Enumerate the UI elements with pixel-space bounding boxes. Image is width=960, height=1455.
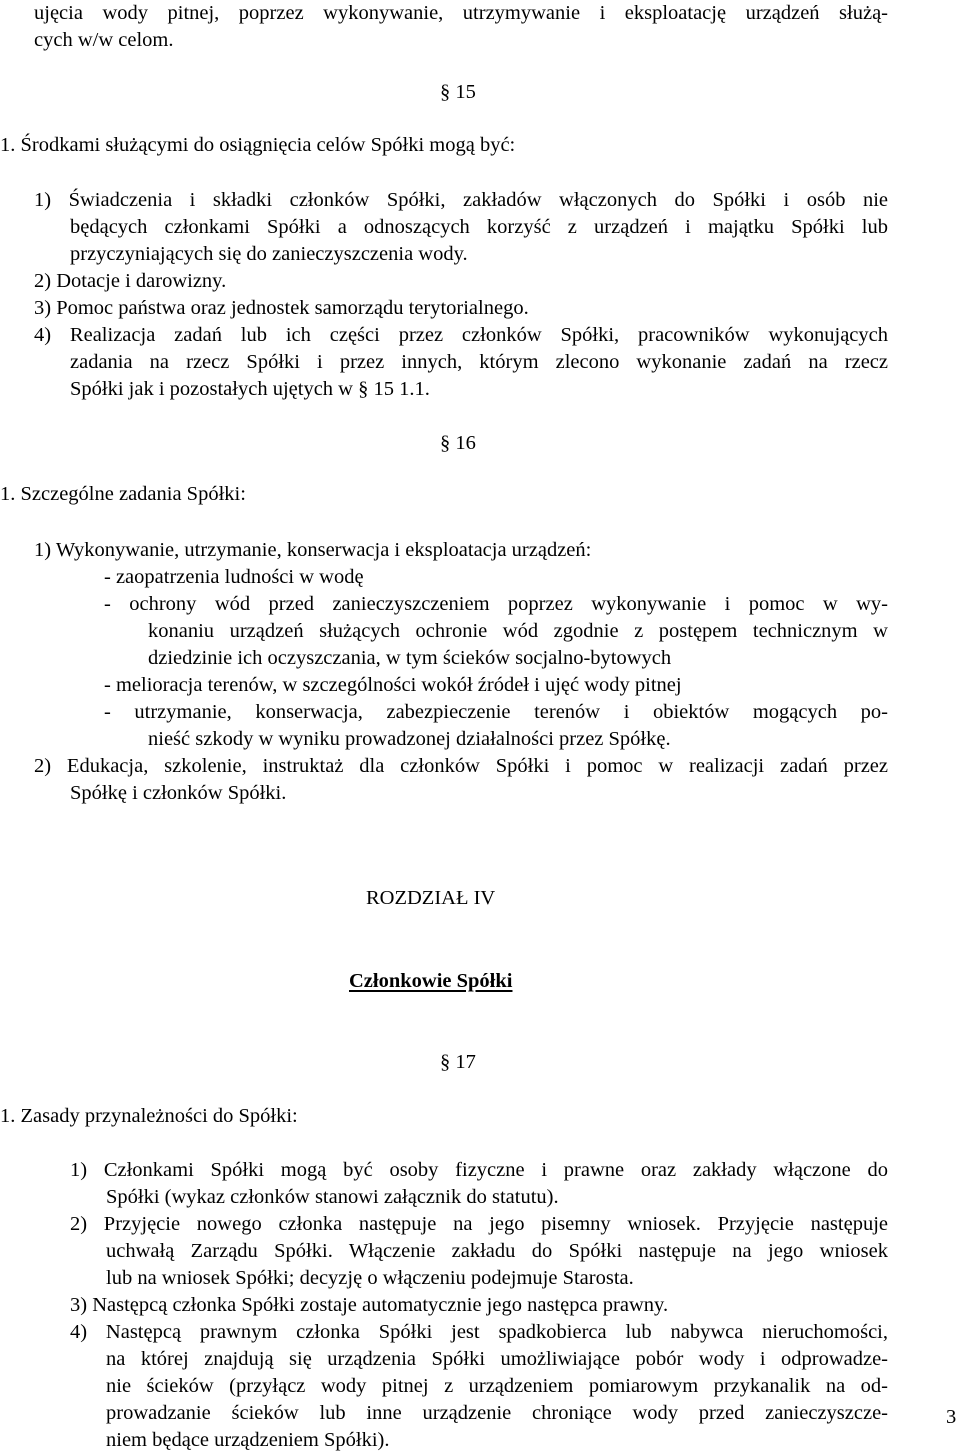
list-item: 1) Członkami Spółki mogą być osoby fizyczne i prawne oraz zakłady włączone do xyxy=(70,1159,888,1181)
section-lead: 1. Zasady przynależności do Spółki: xyxy=(0,1105,298,1127)
list-item-continuation: lub na wniosek Spółki; decyzję o włączeniu podejmuje Starosta. xyxy=(106,1267,634,1289)
list-item: 1) Świadczenia i składki członków Spółki, zakładów włączonych do Spółki i osób nie xyxy=(34,189,888,211)
list-item: 2) Przyjęcie nowego członka następuje na jego pisemny wniosek. Przyjęcie następuje xyxy=(70,1213,888,1235)
list-item-continuation: Spółki jak i pozostałych ujętych w § 15 1.1. xyxy=(70,378,430,400)
section-heading: § 16 xyxy=(440,432,476,454)
list-item-continuation: zadania na rzecz Spółki i przez innych, którym zlecono wykonanie zadań na rzecz xyxy=(70,351,888,373)
sub-item: - ochrony wód przed zanieczyszczeniem poprzez wykonywanie i pomoc w wy- xyxy=(104,593,888,615)
list-item-continuation: Spółki (wykaz członków stanowi załącznik do statutu). xyxy=(106,1186,559,1208)
sub-item-continuation: konaniu urządzeń służących ochronie wód zgodnie z postępem technicznym w xyxy=(148,620,888,642)
list-item: 3) Następcą członka Spółki zostaje automatycznie jego następca prawny. xyxy=(70,1294,669,1316)
chapter-title: ROZDZIAŁ IV xyxy=(366,887,496,909)
list-item-continuation: niem będące urządzeniem Spółki). xyxy=(106,1429,390,1451)
list-item: 2) Edukacja, szkolenie, instruktaż dla członków Spółki i pomoc w realizacji zadań przez xyxy=(34,755,888,777)
intro-line: cych w/w celom. xyxy=(34,29,174,51)
sub-item: - zaopatrzenia ludności w wodę xyxy=(104,566,364,588)
list-item: 4) Następcą prawnym członka Spółki jest spadkobierca lub nabywca nieruchomości, xyxy=(70,1321,888,1343)
section-heading: § 17 xyxy=(440,1051,476,1073)
list-item-continuation: będących członkami Spółki a odnoszących korzyść z urządzeń i majątku Spółki lub xyxy=(70,216,888,238)
sub-item: - melioracja terenów, w szczególności wokół źródeł i ujęć wody pitnej xyxy=(104,674,682,696)
sub-item: - utrzymanie, konserwacja, zabezpieczenie terenów i obiektów mogących po- xyxy=(104,701,888,723)
section-lead: 1. Szczególne zadania Spółki: xyxy=(0,483,246,505)
list-item-continuation: przyczyniających się do zanieczyszczenia wody. xyxy=(70,243,468,265)
list-item-continuation: prowadzanie ścieków lub inne urządzenie chroniące wody przed zanieczyszcze- xyxy=(106,1402,888,1424)
intro-line: ujęcia wody pitnej, poprzez wykonywanie, utrzymywanie i eksploatację urządzeń służą- xyxy=(34,2,888,24)
list-item: 2) Dotacje i darowizny. xyxy=(34,270,227,292)
section-heading: § 15 xyxy=(440,81,476,103)
page-number: 3 xyxy=(946,1406,957,1428)
list-item-continuation: nie ścieków (przyłącz wody pitnej z urządzeniem pomiarowym przykanalik na od- xyxy=(106,1375,888,1397)
list-item-continuation: Spółkę i członków Spółki. xyxy=(70,782,287,804)
list-item: 3) Pomoc państwa oraz jednostek samorządu terytorialnego. xyxy=(34,297,529,319)
sub-item-continuation: nieść szkody w wyniku prowadzonej działalności przez Spółkę. xyxy=(148,728,671,750)
section-lead: 1. Środkami służącymi do osiągnięcia celów Spółki mogą być: xyxy=(0,134,516,156)
list-item-continuation: na której znajdują się urządzenia Spółki umożliwiające pobór wody i odprowadze- xyxy=(106,1348,888,1370)
list-item: 1) Wykonywanie, utrzymanie, konserwacja i eksploatacja urządzeń: xyxy=(34,539,592,561)
chapter-subtitle: Członkowie Spółki xyxy=(349,970,513,992)
sub-item-continuation: dziedzinie ich oczyszczania, w tym ścieków socjalno-bytowych xyxy=(148,647,672,669)
list-item-continuation: uchwałą Zarządu Spółki. Włączenie zakładu do Spółki następuje na jego wniosek xyxy=(106,1240,888,1262)
list-item: 4) Realizacja zadań lub ich części przez członków Spółki, pracowników wykonujących xyxy=(34,324,888,346)
